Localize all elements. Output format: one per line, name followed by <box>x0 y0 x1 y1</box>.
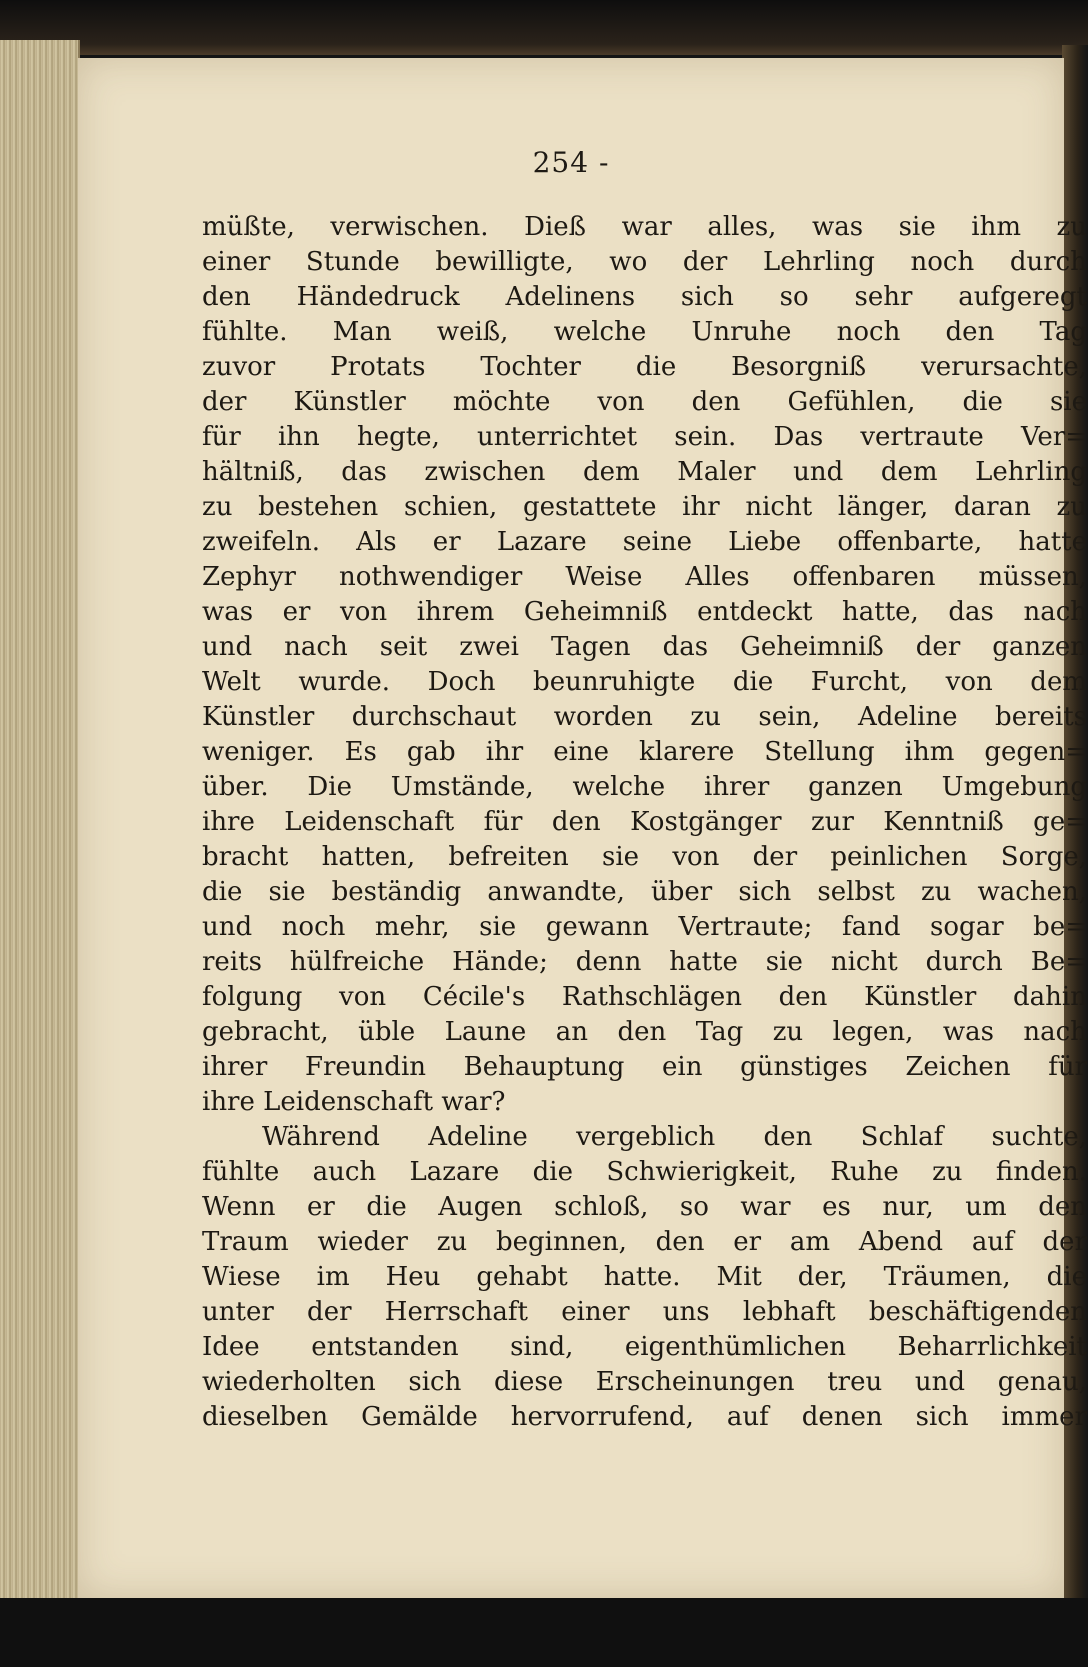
text-line: hältniß, das zwischen dem Maler und dem Lehrling <box>202 457 1087 487</box>
text-line: zweifeln. Als er Lazare seine Liebe offenbarte, hatte <box>202 527 1087 557</box>
text-line: ihre Leidenschaft war? <box>202 1087 506 1117</box>
text-line: fühlte auch Lazare die Schwierigkeit, Ruhe zu finden. <box>202 1157 1087 1187</box>
text-line: zu bestehen schien, gestattete ihr nicht länger, daran zu <box>202 492 1087 522</box>
text-line: und noch mehr, sie gewann Vertraute; fand sogar be= <box>202 912 1087 942</box>
text-line: unter der Herrschaft einer uns lebhaft beschäftigenden <box>202 1297 1087 1327</box>
text-line: Idee entstanden sind, eigenthümlichen Beharrlichkeit <box>202 1332 1087 1362</box>
text-line: über. Die Umstände, welche ihrer ganzen Umgebung <box>202 772 1087 802</box>
text-line: Künstler durchschaut worden zu sein, Adeline bereits <box>202 702 1087 732</box>
text-line: fühlte. Man weiß, welche Unruhe noch den Tag <box>202 317 1087 347</box>
text-line: Welt wurde. Doch beunruhigte die Furcht, von dem <box>202 667 1087 697</box>
text-line: was er von ihrem Geheimniß entdeckt hatte, das nach <box>202 597 1087 627</box>
text-line: weniger. Es gab ihr eine klarere Stellung ihm gegen= <box>202 737 1087 767</box>
text-line: zuvor Protats Tochter die Besorgniß verursachte, <box>202 352 1087 382</box>
book-page <box>78 58 1087 1598</box>
text-line: den Händedruck Adelinens sich so sehr aufgeregt <box>202 282 1087 312</box>
text-line: wiederholten sich diese Erscheinungen treu und genau, <box>202 1367 1087 1397</box>
text-line: ihre Leidenschaft für den Kostgänger zur Kenntniß ge= <box>202 807 1087 837</box>
text-line: und nach seit zwei Tagen das Geheimniß der ganzen <box>202 632 1087 662</box>
text-line: bracht hatten, befreiten sie von der peinlichen Sorge, <box>202 842 1087 872</box>
text-line: Traum wieder zu beginnen, den er am Abend auf der <box>202 1227 1087 1257</box>
text-line: einer Stunde bewilligte, wo der Lehrling noch durch <box>202 247 1087 277</box>
page-stack-edge <box>0 40 80 1600</box>
text-line: reits hülfreiche Hände; denn hatte sie nicht durch Be= <box>202 947 1087 977</box>
paragraph-2 <box>202 1120 1087 1435</box>
text-line: Während Adeline vergeblich den Schlaf suchte, <box>262 1122 1087 1152</box>
paragraph-1 <box>202 210 1087 1120</box>
text-line: der Künstler möchte von den Gefühlen, die sie <box>202 387 1087 417</box>
text-line: gebracht, üble Laune an den Tag zu legen, was nach <box>202 1017 1087 1047</box>
text-line: folgung von Cécile's Rathschlägen den Künstler dahin <box>202 982 1087 1012</box>
text-line: müßte, verwischen. Dieß war alles, was sie ihm zu <box>202 212 1087 242</box>
book-top-edge <box>0 0 1088 55</box>
text-line: Zephyr nothwendiger Weise Alles offenbaren müssen, <box>202 562 1087 592</box>
text-line: ihrer Freundin Behauptung ein günstiges Zeichen für <box>202 1052 1087 1082</box>
text-line: für ihn hegte, unterrichtet sein. Das vertraute Ver= <box>202 422 1087 452</box>
book-bottom-edge <box>0 1598 1088 1667</box>
text-line: dieselben Gemälde hervorrufend, auf denen sich immer <box>202 1402 1087 1432</box>
text-line: Wiese im Heu gehabt hatte. Mit der, Träumen, die <box>202 1262 1087 1292</box>
text-line: die sie beständig anwandte, über sich selbst zu wachen, <box>202 877 1087 907</box>
page-number: 254 - <box>532 146 610 179</box>
text-line: Wenn er die Augen schloß, so war es nur, um den <box>202 1192 1087 1222</box>
page-text <box>202 210 1087 1435</box>
